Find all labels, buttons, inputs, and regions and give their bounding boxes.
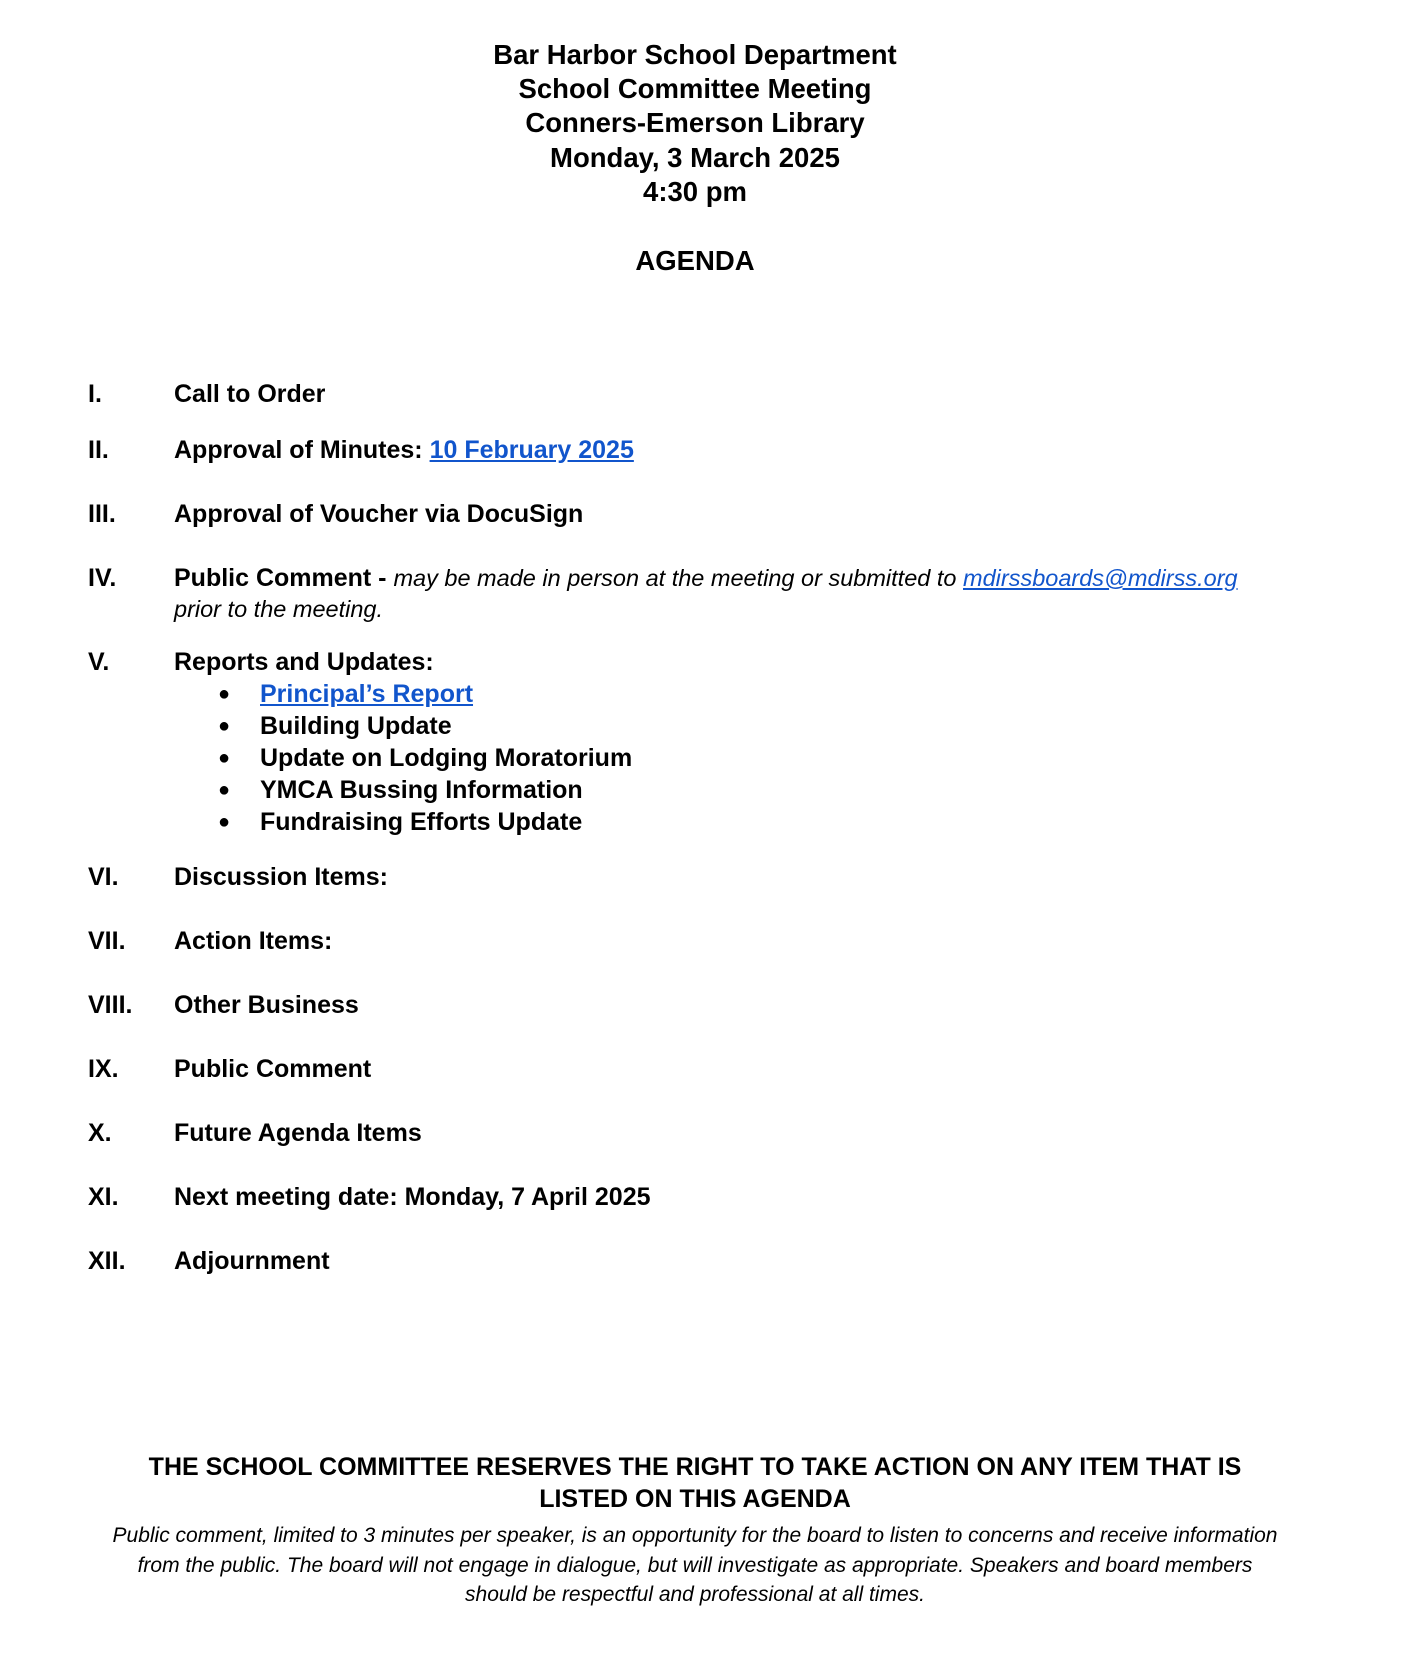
- item-label: Adjournment: [174, 1247, 330, 1275]
- footer-notice: [0, 1451, 1390, 1515]
- item-label: Discussion Items:: [174, 863, 388, 891]
- principals-report-link[interactable]: Principal’s Report: [260, 680, 474, 708]
- footer-notice-line: LISTED ON THIS AGENDA: [539, 1485, 851, 1513]
- meeting-date: Monday, 3 March 2025: [550, 141, 840, 173]
- bullet-icon: ●: [218, 747, 231, 769]
- item-number: VIII.: [88, 991, 133, 1019]
- policy-line: Public comment, limited to 3 minutes per speaker, is an opportunity for the board to listen to concerns and receive information: [112, 1524, 1278, 1547]
- item-number: V.: [88, 648, 110, 676]
- document-header: [0, 38, 1390, 209]
- item-label: Reports and Updates:: [174, 648, 434, 676]
- item-label: Other Business: [174, 991, 359, 1019]
- policy-line: from the public. The board will not engage in dialogue, but will investigate as appropriate. Speakers and board members: [137, 1553, 1253, 1577]
- bullet-icon: ●: [218, 715, 231, 737]
- policy-line: should be respectful and professional at all times.: [465, 1583, 925, 1606]
- agenda-title: AGENDA: [635, 245, 755, 276]
- public-comment-note-continued: prior to the meeting.: [174, 596, 383, 622]
- item-label: Call to Order: [174, 380, 326, 408]
- list-item-label: Building Update: [260, 712, 452, 740]
- public-comment-policy: [40, 1521, 1350, 1610]
- minutes-link[interactable]: 10 February 2025: [429, 436, 634, 464]
- email-link[interactable]: mdirssboards@mdirss.org: [963, 565, 1238, 591]
- list-item-label: YMCA Bussing Information: [260, 776, 583, 804]
- item-body: [174, 435, 634, 465]
- item-number: X.: [88, 1119, 112, 1147]
- item-body: [174, 563, 1238, 593]
- bullet-icon: ●: [218, 683, 231, 705]
- item-number: I.: [88, 380, 102, 408]
- item-label: Public Comment: [174, 1055, 372, 1083]
- item-label: Next meeting date: Monday, 7 April 2025: [174, 1183, 651, 1211]
- item-number: VII.: [88, 927, 126, 955]
- bullet-icon: ●: [218, 779, 231, 801]
- list-item-label: Fundraising Efforts Update: [260, 808, 583, 836]
- list-item-label: Update on Lodging Moratorium: [260, 744, 633, 772]
- footer-notice-line: THE SCHOOL COMMITTEE RESERVES THE RIGHT TO TAKE ACTION ON ANY ITEM THAT IS: [148, 1453, 1242, 1481]
- item-number: III.: [88, 500, 116, 528]
- public-comment-note: may be made in person at the meeting or submitted to: [393, 565, 963, 591]
- item-label: Approval of Voucher via DocuSign: [174, 500, 584, 528]
- item-number: XI.: [88, 1183, 119, 1211]
- item-number: IX.: [88, 1055, 119, 1083]
- item-number: VI.: [88, 863, 119, 891]
- item-label: Action Items:: [174, 927, 333, 955]
- meeting-time: 4:30 pm: [643, 175, 747, 207]
- item-label: Public Comment -: [174, 564, 394, 592]
- meeting-name: School Committee Meeting: [518, 73, 872, 105]
- item-label: Future Agenda Items: [174, 1119, 422, 1147]
- item-number: XII.: [88, 1247, 126, 1275]
- item-number: IV.: [88, 564, 117, 592]
- meeting-location: Conners-Emerson Library: [525, 107, 865, 139]
- school-department-name: Bar Harbor School Department: [493, 39, 897, 70]
- item-label: Approval of Minutes:: [174, 436, 430, 464]
- bullet-icon: ●: [218, 811, 231, 833]
- item-number: II.: [88, 436, 109, 464]
